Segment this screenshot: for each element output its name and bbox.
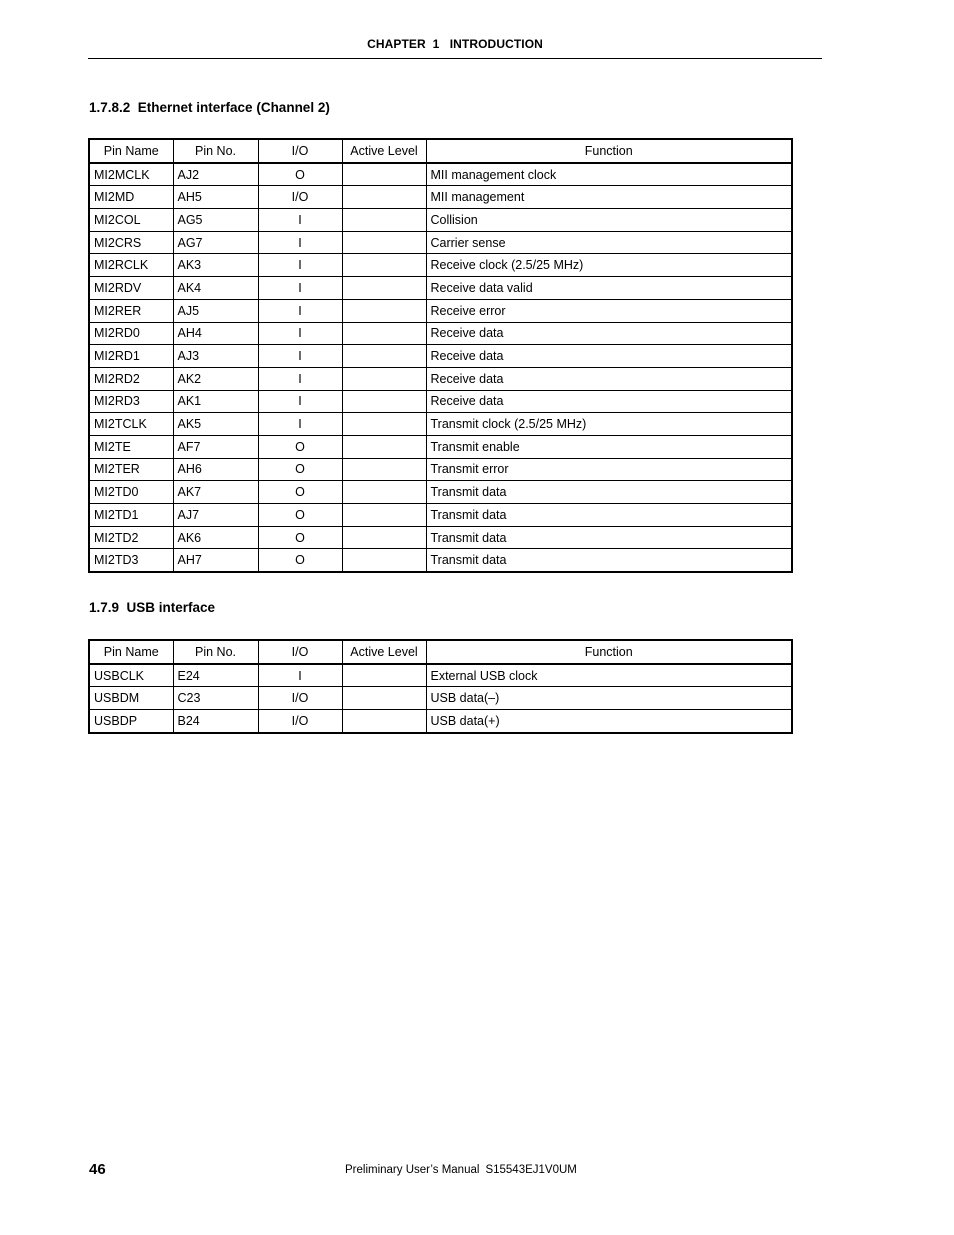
function-cell: Transmit clock (2.5/25 MHz): [426, 413, 792, 436]
table-row: [89, 687, 792, 710]
table-row: [89, 710, 792, 733]
pin-no-cell: AJ2: [173, 163, 258, 186]
pin-no-cell: AH6: [173, 458, 258, 481]
column-header-pin-no: Pin No.: [173, 139, 258, 163]
section-heading-usb: 1.7.9 USB interface: [89, 600, 216, 615]
document-number: S15543EJ1V0UM: [485, 1164, 577, 1176]
pin-name-cell: USBCLK: [89, 664, 173, 687]
pin-no-cell: AG7: [173, 231, 258, 254]
pin-no-cell: AJ7: [173, 504, 258, 527]
function-cell: Receive data valid: [426, 277, 792, 300]
active-level-cell: [342, 664, 426, 687]
pin-no-cell: AJ5: [173, 299, 258, 322]
pin-no-cell: AH4: [173, 322, 258, 345]
table-row: [89, 526, 792, 549]
table-row: [89, 322, 792, 345]
active-level-cell: [342, 710, 426, 733]
io-cell: I: [258, 299, 342, 322]
page-number: 46: [89, 1161, 106, 1178]
active-level-cell: [342, 299, 426, 322]
active-level-cell: [342, 322, 426, 345]
function-cell: Receive error: [426, 299, 792, 322]
pin-name-cell: MI2RCLK: [89, 254, 173, 277]
table-row: [89, 458, 792, 481]
function-cell: Receive data: [426, 322, 792, 345]
function-cell: Transmit data: [426, 549, 792, 572]
io-cell: I/O: [258, 710, 342, 733]
pin-no-cell: AK7: [173, 481, 258, 504]
table-row: [89, 277, 792, 300]
io-cell: I/O: [258, 186, 342, 209]
active-level-cell: [342, 163, 426, 186]
pin-name-cell: MI2TD0: [89, 481, 173, 504]
function-cell: USB data(–): [426, 687, 792, 710]
table-header-row: [89, 640, 792, 664]
function-cell: USB data(+): [426, 710, 792, 733]
pin-name-cell: MI2RDV: [89, 277, 173, 300]
active-level-cell: [342, 458, 426, 481]
active-level-cell: [342, 231, 426, 254]
table-row: [89, 549, 792, 572]
io-cell: I: [258, 209, 342, 232]
pin-name-cell: MI2RER: [89, 299, 173, 322]
pin-name-cell: MI2TER: [89, 458, 173, 481]
function-cell: Receive clock (2.5/25 MHz): [426, 254, 792, 277]
pin-name-cell: MI2TE: [89, 435, 173, 458]
io-cell: I: [258, 664, 342, 687]
column-header-active-level: Active Level: [342, 139, 426, 163]
io-cell: I: [258, 254, 342, 277]
io-cell: I: [258, 390, 342, 413]
pin-no-cell: AK4: [173, 277, 258, 300]
header-rule: [88, 58, 822, 59]
pin-no-cell: B24: [173, 710, 258, 733]
footer-manual-reference: [345, 1164, 577, 1176]
function-cell: Transmit data: [426, 526, 792, 549]
pin-no-cell: E24: [173, 664, 258, 687]
usb-pin-table: [88, 639, 793, 734]
io-cell: O: [258, 458, 342, 481]
table-row: [89, 664, 792, 687]
pin-no-cell: AG5: [173, 209, 258, 232]
manual-title: Preliminary User’s Manual: [345, 1164, 480, 1176]
active-level-cell: [342, 526, 426, 549]
active-level-cell: [342, 367, 426, 390]
pin-name-cell: MI2CRS: [89, 231, 173, 254]
function-cell: Receive data: [426, 345, 792, 368]
active-level-cell: [342, 549, 426, 572]
function-cell: Receive data: [426, 390, 792, 413]
pin-no-cell: AK2: [173, 367, 258, 390]
pin-no-cell: AK5: [173, 413, 258, 436]
column-header-io: I/O: [258, 139, 342, 163]
io-cell: I: [258, 322, 342, 345]
pin-name-cell: MI2MD: [89, 186, 173, 209]
column-header-pin-name: Pin Name: [89, 139, 173, 163]
io-cell: I/O: [258, 687, 342, 710]
function-cell: MII management: [426, 186, 792, 209]
io-cell: I: [258, 367, 342, 390]
function-cell: External USB clock: [426, 664, 792, 687]
function-cell: MII management clock: [426, 163, 792, 186]
active-level-cell: [342, 413, 426, 436]
pin-name-cell: MI2RD2: [89, 367, 173, 390]
function-cell: Receive data: [426, 367, 792, 390]
pin-no-cell: C23: [173, 687, 258, 710]
active-level-cell: [342, 481, 426, 504]
function-cell: Carrier sense: [426, 231, 792, 254]
pin-no-cell: AK1: [173, 390, 258, 413]
pin-name-cell: MI2MCLK: [89, 163, 173, 186]
column-header-pin-no: Pin No.: [173, 640, 258, 664]
table-row: [89, 231, 792, 254]
column-header-io: I/O: [258, 640, 342, 664]
pin-no-cell: AF7: [173, 435, 258, 458]
function-cell: Transmit error: [426, 458, 792, 481]
active-level-cell: [342, 254, 426, 277]
pin-name-cell: MI2RD0: [89, 322, 173, 345]
io-cell: I: [258, 231, 342, 254]
function-cell: Transmit enable: [426, 435, 792, 458]
pin-name-cell: USBDP: [89, 710, 173, 733]
table-row: [89, 254, 792, 277]
io-cell: O: [258, 504, 342, 527]
io-cell: O: [258, 163, 342, 186]
io-cell: O: [258, 481, 342, 504]
active-level-cell: [342, 277, 426, 300]
column-header-function: Function: [426, 139, 792, 163]
pin-name-cell: MI2COL: [89, 209, 173, 232]
io-cell: O: [258, 526, 342, 549]
pin-name-cell: MI2RD3: [89, 390, 173, 413]
column-header-function: Function: [426, 640, 792, 664]
ethernet-pin-table: [88, 138, 793, 573]
column-header-pin-name: Pin Name: [89, 640, 173, 664]
table-row: [89, 299, 792, 322]
section-heading-ethernet: 1.7.8.2 Ethernet interface (Channel 2): [89, 100, 330, 115]
pin-name-cell: MI2TCLK: [89, 413, 173, 436]
pin-no-cell: AJ3: [173, 345, 258, 368]
active-level-cell: [342, 186, 426, 209]
table-row: [89, 186, 792, 209]
active-level-cell: [342, 390, 426, 413]
pin-no-cell: AK3: [173, 254, 258, 277]
pin-no-cell: AH7: [173, 549, 258, 572]
pin-name-cell: USBDM: [89, 687, 173, 710]
io-cell: I: [258, 413, 342, 436]
table-row: [89, 504, 792, 527]
pin-name-cell: MI2RD1: [89, 345, 173, 368]
io-cell: O: [258, 435, 342, 458]
table-row: [89, 413, 792, 436]
active-level-cell: [342, 687, 426, 710]
io-cell: I: [258, 277, 342, 300]
active-level-cell: [342, 504, 426, 527]
active-level-cell: [342, 209, 426, 232]
chapter-header: CHAPTER 1 INTRODUCTION: [367, 37, 543, 51]
table-row: [89, 367, 792, 390]
io-cell: O: [258, 549, 342, 572]
table-row: [89, 481, 792, 504]
pin-name-cell: MI2TD1: [89, 504, 173, 527]
pin-name-cell: MI2TD2: [89, 526, 173, 549]
table-row: [89, 209, 792, 232]
column-header-active-level: Active Level: [342, 640, 426, 664]
pin-name-cell: MI2TD3: [89, 549, 173, 572]
table-header-row: [89, 139, 792, 163]
io-cell: I: [258, 345, 342, 368]
table-row: [89, 390, 792, 413]
function-cell: Collision: [426, 209, 792, 232]
active-level-cell: [342, 435, 426, 458]
table-row: [89, 163, 792, 186]
table-row: [89, 345, 792, 368]
pin-no-cell: AK6: [173, 526, 258, 549]
function-cell: Transmit data: [426, 481, 792, 504]
table-row: [89, 435, 792, 458]
pin-no-cell: AH5: [173, 186, 258, 209]
function-cell: Transmit data: [426, 504, 792, 527]
active-level-cell: [342, 345, 426, 368]
